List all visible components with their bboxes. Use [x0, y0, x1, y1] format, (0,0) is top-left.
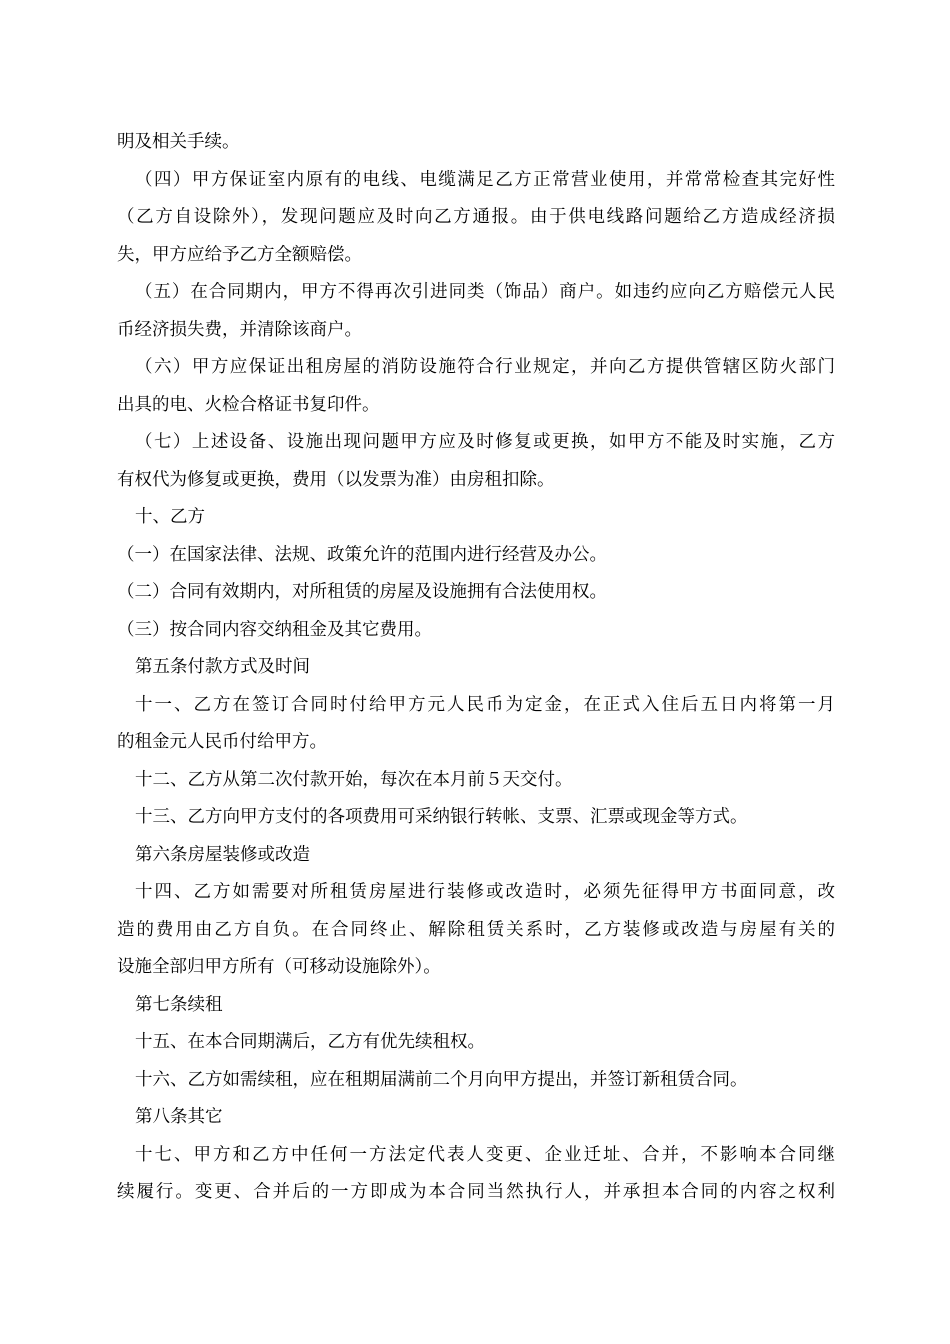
paragraph-start-line: 十六、乙方如需续租，应在租期届满前二个月向甲方提出，并签订新租赁合同。 [135, 1069, 748, 1090]
text-line: 失，甲方应给予乙方全额赔偿。 [117, 244, 362, 265]
text-line: 设施全部归甲方所有（可移动设施除外）。 [117, 957, 441, 977]
paragraph-start-line: 十四、乙方如需要对所租赁房屋进行装修或改造时，必须先征得甲方书面同意，改 [135, 882, 835, 902]
text-line: 出具的电、火检合格证书复印件。 [117, 394, 380, 415]
paragraph-start-line: （六）甲方应保证出租房屋的消防设施符合行业规定，并向乙方提供管辖区防火部门 [135, 357, 835, 377]
text-line: 有权代为修复或更换，费用（以发票为准）由房租扣除。 [117, 469, 555, 490]
text-line: 币经济损失费，并清除该商户。 [117, 319, 362, 340]
text-line: 续履行。变更、合并后的一方即成为本合同当然执行人，并承担本合同的内容之权利 [117, 1182, 835, 1202]
paragraph-start-line: 十三、乙方向甲方支付的各项费用可采纳银行转帐、支票、汇票或现金等方式。 [135, 807, 748, 827]
paragraph-start-line: 十七、甲方和乙方中任何一方法定代表人变更、企业迁址、合并，不影响本合同继 [135, 1144, 835, 1165]
article-heading: 第五条付款方式及时间 [135, 657, 310, 677]
text-line: （乙方自设除外），发现问题应及时向乙方通报。由于供电线路问题给乙方造成经济损 [117, 207, 835, 227]
article-heading: 第八条其它 [135, 1107, 223, 1127]
paragraph-start-line: 十一、乙方在签订合同时付给甲方元人民币为定金，在正式入住后五日内将第一月 [135, 694, 835, 715]
text-line: 造的费用由乙方自负。在合同终止、解除租赁关系时，乙方装修或改造与房屋有关的 [117, 919, 835, 940]
text-line: 的租金元人民币付给甲方。 [117, 732, 327, 752]
text-line: （一）在国家法律、法规、政策允许的范围内进行经营及办公。 [117, 544, 607, 565]
section-heading: 十、乙方 [135, 507, 205, 527]
article-heading: 第七条续租 [135, 994, 223, 1015]
paragraph-start-line: （五）在合同期内，甲方不得再次引进同类（饰品）商户。如违约应向乙方赔偿元人民 [135, 282, 835, 302]
paragraph-start-line: 十二、乙方从第二次付款开始，每次在本月前５天交付。 [135, 769, 573, 790]
article-heading: 第六条房屋装修或改造 [135, 844, 310, 865]
text-line: （二）合同有效期内，对所租赁的房屋及设施拥有合法使用权。 [117, 582, 607, 602]
paragraph-start-line: 十五、在本合同期满后，乙方有优先续租权。 [135, 1032, 485, 1052]
paragraph-start-line: （四）甲方保证室内原有的电线、电缆满足乙方正常营业使用，并常常检查其完好性 [135, 169, 835, 190]
text-line: 明及相关手续。 [117, 132, 240, 152]
document-body [117, 124, 835, 1212]
paragraph-start-line: （七）上述设备、设施出现问题甲方应及时修复或更换，如甲方不能及时实施，乙方 [135, 432, 835, 452]
text-line: （三）按合同内容交纳租金及其它费用。 [117, 619, 432, 640]
